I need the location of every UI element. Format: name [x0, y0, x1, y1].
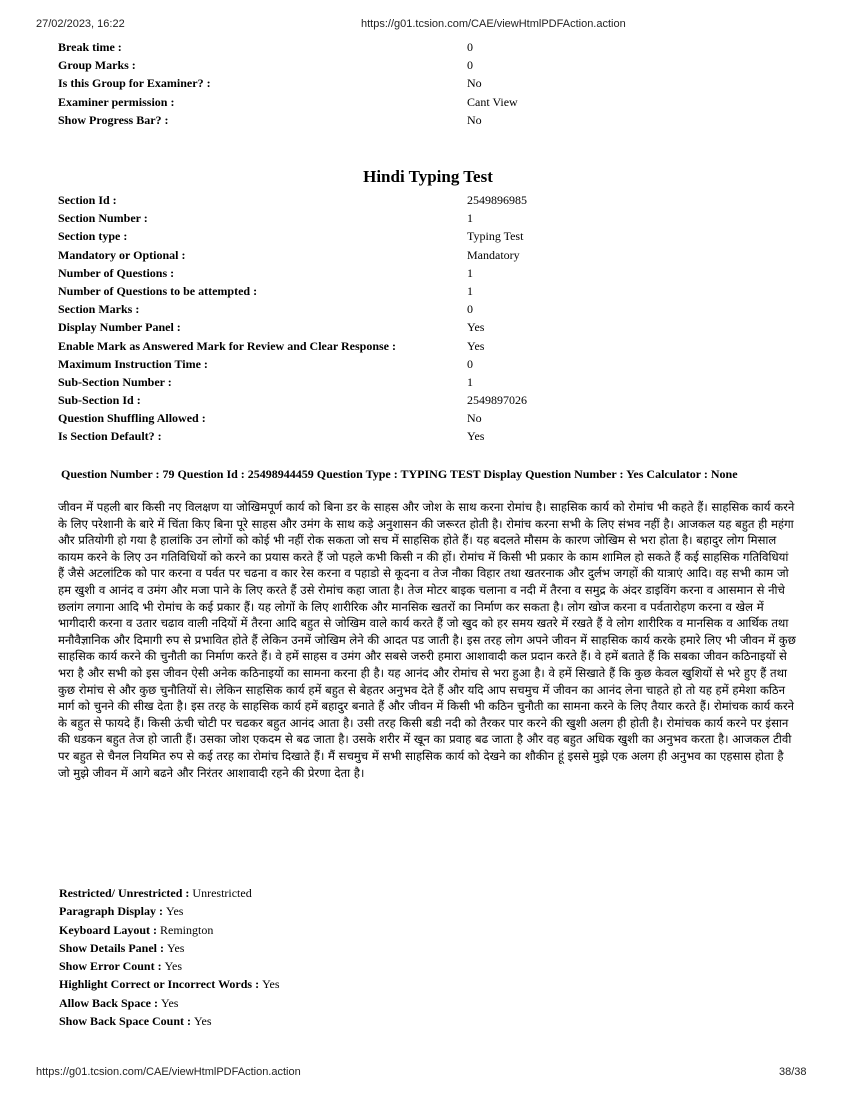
- question-settings-list: [59, 884, 759, 1030]
- field-value: 2549897026: [467, 393, 527, 408]
- section-info-row: [58, 409, 758, 427]
- field-value: 0: [467, 40, 473, 54]
- group-info-list: [58, 38, 758, 129]
- field-value: 0: [467, 356, 473, 371]
- field-value: 1: [467, 265, 473, 280]
- section-info-row: [58, 337, 758, 355]
- field-label: Is Section Default? :: [58, 429, 162, 444]
- field-label: Number of Questions to be attempted :: [58, 283, 258, 298]
- question-setting-row: [59, 884, 759, 902]
- question-setting-row: [59, 975, 759, 993]
- section-info-row: [58, 209, 758, 227]
- field-value: 0: [467, 302, 473, 317]
- field-value: Yes: [467, 429, 485, 444]
- field-value: 2549896985: [467, 193, 527, 207]
- page-number: 38/38: [779, 1066, 807, 1078]
- section-info-row: [58, 282, 758, 300]
- field-label: Show Progress Bar? :: [58, 112, 169, 127]
- group-info-row: [58, 38, 758, 56]
- question-setting-row: [59, 939, 759, 957]
- field-label: Group Marks :: [58, 58, 136, 73]
- field-label: Allow Back Space :: [59, 995, 158, 1010]
- field-value: Yes: [194, 1014, 212, 1029]
- field-label: Enable Mark as Answered Mark for Review and Clear Response :: [58, 338, 396, 353]
- field-value: 1: [467, 211, 473, 226]
- field-value: No: [467, 76, 482, 91]
- field-label: Restricted/ Unrestricted :: [59, 886, 190, 900]
- field-label: Is this Group for Examiner? :: [58, 76, 211, 91]
- section-info-row: [58, 373, 758, 391]
- section-info-row: [58, 355, 758, 373]
- group-info-row: [58, 111, 758, 129]
- header-url: https://g01.tcsion.com/CAE/viewHtmlPDFAction.action: [361, 18, 626, 30]
- field-label: Section Number :: [58, 211, 148, 226]
- field-value: Yes: [262, 977, 280, 992]
- typing-passage: जीवन में पहली बार किसी नए विलक्षण या जोखिमपूर्ण कार्य को बिना डर के साहस और जोश के साथ करना रोमांच है। साहसिक कार्य को रोमांच भी कहते हैं। साहसिक कार्य करने के लिए परेशानी के बारे में चिंता किए बिना पूरे साहस और उमंग के साथ कड़े अनुशासन की जरूरत होती है। रोमांच करना सभी के लिए संभव नहीं है। आजकल यह बहुत ही महंगा और प्रतियोगी हो गया है हालांकि उन लोगों को कोई भी नहीं रोक सकता जो सच में साहसिक होते हैं। यह बदलते मौसम के कारण जोखिम से भरा होता है। बहादुर लोग मिसाल कायम करने के लिए उन गतिविधियों को करने का प्रयास करते हैं जो पहले कभी किसी न की हों। रोमांच में किसी भी प्रकार के काम शामिल हो सकते हैं कई साहसिक गतिविधियां हैं जैसे अटलांटिक को पार करना व पर्वत पर चढना व कार रेस करना व पहाडो से कूदना व तेज नौका विहार तथा खतरनाक और दुर्लभ जगहों की यात्राएं आदि। वह सभी काम जो हम खुशी व आनंद व उमंग और मजा पाने के लिए करते हैं उसे रोमांच कहा जाता है। तेज मोटर बाइक चलाना व नदी में तैरना व समुद्र के अंदर डाइविंग करना व आसमान से नीचे छलांग लगाना आदि भी रोमांच के कई प्रकार हैं। यह लोगों के लिए शारीरिक और मानसिक खतरों का निर्माण कर सकता है। लोग खोज करना व पर्वतारोहण करना व खेल में भागीदारी करना व उतार चढाव वाली नदियों में तैरना आदि बहुत से जोखिम वाले कार्य करते हैं जो खुद को हर समय खतरे में रखते हैं वे लोग शारीरिक व मानसिक व आर्थिक तथा मनौवैज्ञानिक और दिमागी रुप से प्रभावित होते हैं लेकिन उनमें जोखिम लेने की आदत पड जाती है। इस तरह लोग अपने जीवन में साहसिक कार्य करके हमारे लिए भी जीवन में कुछ साहसिक कार्य करने की चुनौती का निर्माण करते हैं। वे हमें साहस व उमंग और सबसे जरुरी हमारा आशावादी कल प्रदान करते हैं। वे हमें बताते हैं कि सबका जीवन कठिनाइयों से भरा है और सभी को इस जीवन ऐसी अनेक कठिनाइयों का सामना करना ही है। यह आनंद और रोमांच से भरा हुआ है। वे हमें सिखाते हैं कि कुछ केवल खुशियों से भरे हुए हैं तथा कुछ रोमांच से और कुछ चुनौतियों से। लेकिन साहसिक कार्य हमें बहुत से बेहतर अनुभव देते हैं और यदि आप सचमुच में जीवन का आनंद लेना चाहते हो तो यह हमें हमेशा कठिन मार्ग को चुनने की सीख देता है। इस तरह के साहसिक कार्य हमें बहादुर बनाते हैं और जीवन में किसी भी कठिन चुनौती का सामना करने के लिए तैयार करते हैं। रोमांचक कार्य करने के बहुत से फायदे हैं। किसी ऊंची चोटी पर चढकर बहुत आनंद आता है। उसी तरह किसी बडी नदी को तैरकर पार करने की खुशी अलग ही होती है। रोमांचक कार्य करने पर इंसान की धडकन बहुत तेज हो जाती हैं। उसका जोश एकदम से बढ जाता है। उसके शरीर में खून का प्रवाह बढ जाता है और वह बहुत अधिक खुशी का अनुभव करता है। आजकल टीवी पर बहुत से चैनल नियमित रुप से कई तरह का रोमांच दिखाते हैं। मैं सचमुच में सभी साहसिक कार्य को देखने का शौकीन हूं इससे मुझे एक अलग ही अनुभव का एहसास होता है जो मुझे जीवन में आगे बढने और निरंतर आशावादी रहने की प्रेरणा देता है।: [58, 500, 796, 780]
- print-datetime: 27/02/2023, 16:22: [36, 18, 125, 30]
- group-info-row: [58, 74, 758, 92]
- field-label: Show Back Space Count :: [59, 1014, 192, 1029]
- field-label: Section Id :: [58, 193, 117, 207]
- question-setting-row: [59, 957, 759, 975]
- field-label: Sub-Section Id :: [58, 393, 141, 408]
- group-info-row: [58, 56, 758, 74]
- question-setting-row: [59, 1012, 759, 1030]
- field-label: Sub-Section Number :: [58, 374, 172, 389]
- field-value: Yes: [164, 959, 183, 974]
- field-label: Paragraph Display :: [59, 904, 164, 919]
- field-value: Remington: [160, 922, 214, 937]
- field-value: 1: [467, 374, 473, 389]
- section-info-row: [58, 227, 758, 245]
- section-info-row: [58, 191, 758, 209]
- footer-url: https://g01.tcsion.com/CAE/viewHtmlPDFAction.action: [36, 1066, 301, 1078]
- question-setting-row: [59, 921, 759, 939]
- field-value: 0: [467, 58, 473, 73]
- section-title: Hindi Typing Test: [363, 167, 493, 186]
- field-value: Mandatory: [467, 247, 520, 262]
- group-info-row: [58, 93, 758, 111]
- field-value: 1: [467, 283, 473, 298]
- field-value: Yes: [166, 904, 184, 919]
- field-value: Yes: [161, 995, 179, 1010]
- field-label: Section type :: [58, 229, 128, 244]
- field-label: Break time :: [58, 40, 122, 54]
- field-label: Section Marks :: [58, 302, 140, 317]
- section-info-row: [58, 427, 758, 445]
- field-label: Keyboard Layout :: [59, 922, 158, 937]
- field-label: Mandatory or Optional :: [58, 247, 186, 262]
- field-label: Highlight Correct or Incorrect Words :: [59, 977, 260, 992]
- field-label: Maximum Instruction Time :: [58, 356, 208, 371]
- field-value: No: [467, 411, 482, 426]
- section-info-row: [58, 318, 758, 336]
- field-value: Yes: [167, 940, 185, 955]
- section-info-row: [58, 300, 758, 318]
- field-value: Unrestricted: [192, 886, 252, 900]
- section-info-list: [58, 191, 758, 446]
- field-value: Yes: [467, 338, 485, 353]
- field-label: Examiner permission :: [58, 94, 175, 109]
- field-label: Display Number Panel :: [58, 320, 181, 335]
- field-label: Show Details Panel :: [59, 940, 164, 955]
- question-header: Question Number : 79 Question Id : 25498944459 Question Type : TYPING TEST Display Question Number : Yes Calculator : None: [61, 467, 738, 481]
- section-info-row: [58, 246, 758, 264]
- question-setting-row: [59, 994, 759, 1012]
- field-value: Cant View: [467, 94, 518, 109]
- field-value: No: [467, 112, 482, 127]
- field-label: Question Shuffling Allowed :: [58, 411, 206, 426]
- field-value: Typing Test: [467, 229, 524, 244]
- field-value: Yes: [467, 320, 485, 335]
- section-info-row: [58, 264, 758, 282]
- field-label: Number of Questions :: [58, 265, 175, 280]
- question-setting-row: [59, 902, 759, 920]
- field-label: Show Error Count :: [59, 959, 162, 974]
- section-info-row: [58, 391, 758, 409]
